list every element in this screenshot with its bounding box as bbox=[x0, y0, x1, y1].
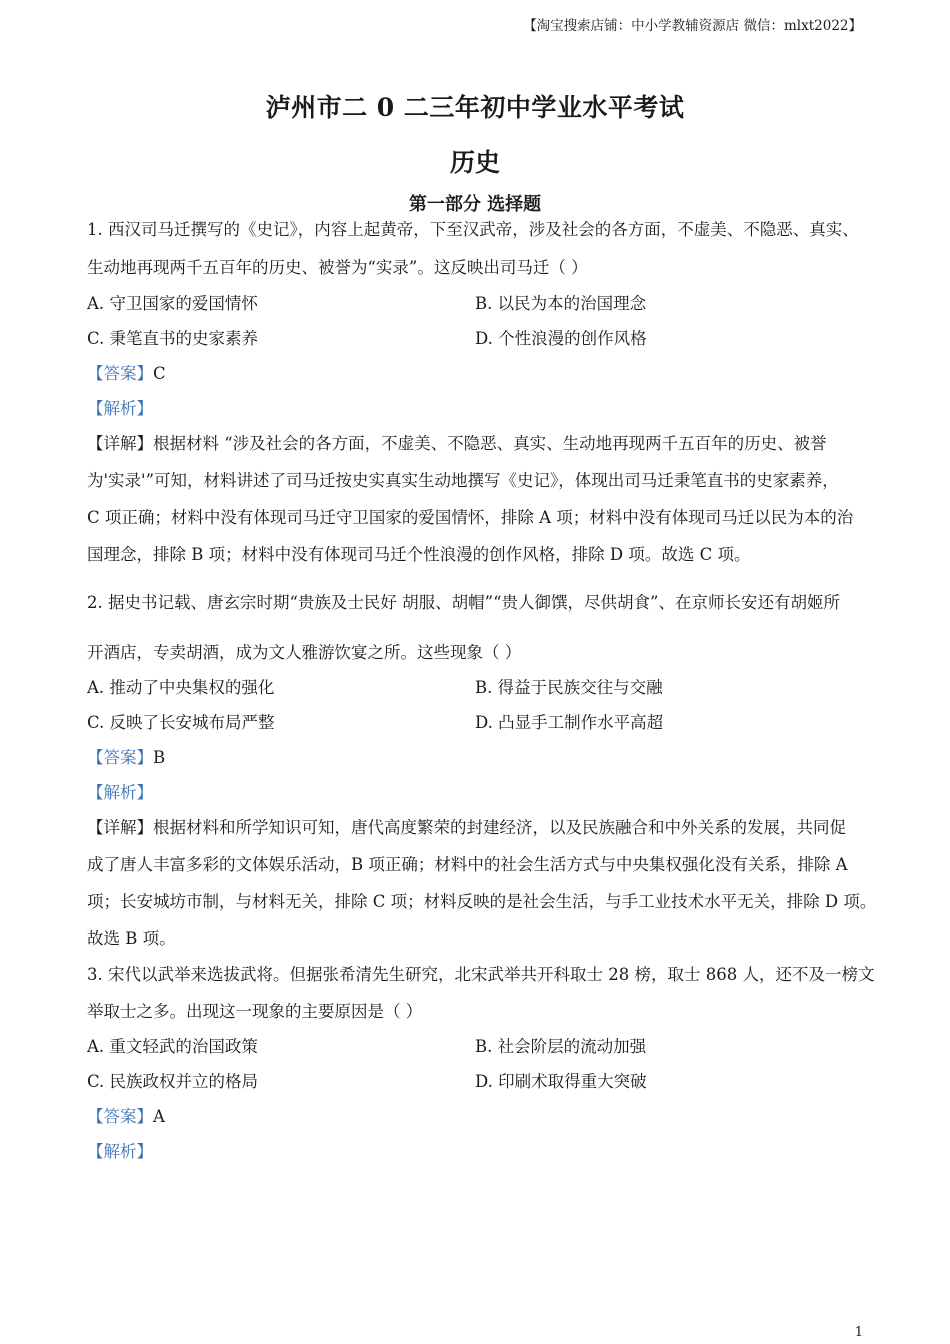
question-2-answer bbox=[87, 747, 165, 769]
answer-value: A bbox=[153, 1107, 165, 1126]
question-3-option-a: A. 重文轻武的治国政策 bbox=[87, 1037, 258, 1056]
page-number: 1 bbox=[854, 1325, 863, 1340]
answer-label: 【答案】 bbox=[87, 748, 153, 767]
question-2-option-d: D. 凸显手工制作水平高超 bbox=[475, 713, 664, 732]
question-3-option-c: C. 民族政权并立的格局 bbox=[87, 1072, 259, 1091]
detail-text: 根据材料 “涉及社会的各方面，不虚美、不隐恶、真实、生动地再现两千五百年的历史、被誉 bbox=[153, 434, 827, 453]
header-note: 【淘宝搜索店铺：中小学教辅资源店 微信：mlxt2022】 bbox=[523, 18, 862, 34]
detail-text: 根据材料和所学知识可知，唐代高度繁荣的封建经济，以及民族融合和中外关系的发展，共同促 bbox=[153, 818, 846, 837]
question-2-detail-line-1 bbox=[87, 817, 846, 839]
question-2-detail-line-4: 故选 B 项。 bbox=[87, 929, 176, 948]
question-3-option-d: D. 印刷术取得重大突破 bbox=[475, 1072, 647, 1091]
question-1-stem-line-2: 生动地再现两千五百年的历史、被誉为“实录”。这反映出司马迁（ ） bbox=[87, 258, 588, 277]
question-2-detail-line-3: 项；长安城坊市制，与材料无关，排除 C 项；材料反映的是社会生活，与手工业技术水平无关，排除 D 项。 bbox=[87, 892, 877, 911]
question-1-detail-line-4: 国理念，排除 B 项；材料中没有体现司马迁个性浪漫的创作风格，排除 D 项。故选 C 项。 bbox=[87, 545, 751, 564]
question-1-option-c: C. 秉笔直书的史家素养 bbox=[87, 329, 259, 348]
question-3-analysis-label: 【解析】 bbox=[87, 1142, 153, 1161]
question-2-detail-line-2: 成了唐人丰富多彩的文体娱乐活动，B 项正确；材料中的社会生活方式与中央集权强化没有关系，排除 A bbox=[87, 855, 848, 874]
exam-title: 泸州市二 0 二三年初中学业水平考试 bbox=[265, 93, 685, 122]
question-1-detail-line-3: C 项正确；材料中没有体现司马迁守卫国家的爱国情怀，排除 A 项；材料中没有体现司马迁以民为本的治 bbox=[87, 508, 854, 527]
question-2-stem-line-2: 开酒店，专卖胡酒，成为文人雅游饮宴之所。这些现象（ ） bbox=[87, 643, 522, 662]
detail-label: 【详解】 bbox=[87, 434, 153, 453]
answer-label: 【答案】 bbox=[87, 1107, 153, 1126]
section-title: 第一部分 选择题 bbox=[408, 194, 542, 215]
question-1-stem-line-1: 1. 西汉司马迁撰写的《史记》，内容上起黄帝，下至汉武帝，涉及社会的各方面，不虚美、不隐恶、真实、 bbox=[87, 220, 859, 239]
question-3-answer bbox=[87, 1106, 165, 1128]
answer-value: B bbox=[153, 748, 166, 767]
question-2-stem-line-1: 2. 据史书记载、唐玄宗时期“贵族及士民好 胡服、胡帽”“贵人御馔，尽供胡食”、在京师长安还有胡姬所 bbox=[87, 593, 840, 612]
detail-label: 【详解】 bbox=[87, 818, 153, 837]
question-2-option-a: A. 推动了中央集权的强化 bbox=[87, 678, 275, 697]
question-1-detail-line-2: 为'实录'”可知，材料讲述了司马迁按史实真实生动地撰写《史记》，体现出司马迁秉笔直书的史家素养， bbox=[87, 471, 839, 490]
question-1-option-a: A. 守卫国家的爱国情怀 bbox=[87, 294, 258, 313]
question-1-analysis-label: 【解析】 bbox=[87, 399, 153, 418]
question-2-option-b: B. 得益于民族交往与交融 bbox=[475, 678, 663, 697]
answer-label: 【答案】 bbox=[87, 364, 153, 383]
question-1-detail-line-1 bbox=[87, 433, 827, 455]
question-2-option-c: C. 反映了长安城布局严整 bbox=[87, 713, 275, 732]
question-1-option-b: B. 以民为本的治国理念 bbox=[475, 294, 647, 313]
question-1-answer bbox=[87, 363, 166, 385]
question-1-option-d: D. 个性浪漫的创作风格 bbox=[475, 329, 647, 348]
question-3-stem-line-1: 3. 宋代以武举来选拔武将。但据张希清先生研究，北宋武举共开科取士 28 榜，取士 868 人，还不及一榜文 bbox=[87, 965, 875, 984]
subject-title: 历史 bbox=[449, 148, 500, 177]
question-2-analysis-label: 【解析】 bbox=[87, 783, 153, 802]
answer-value: C bbox=[153, 364, 166, 383]
question-3-stem-line-2: 举取士之多。出现这一现象的主要原因是（ ） bbox=[87, 1002, 423, 1021]
question-3-option-b: B. 社会阶层的流动加强 bbox=[475, 1037, 647, 1056]
